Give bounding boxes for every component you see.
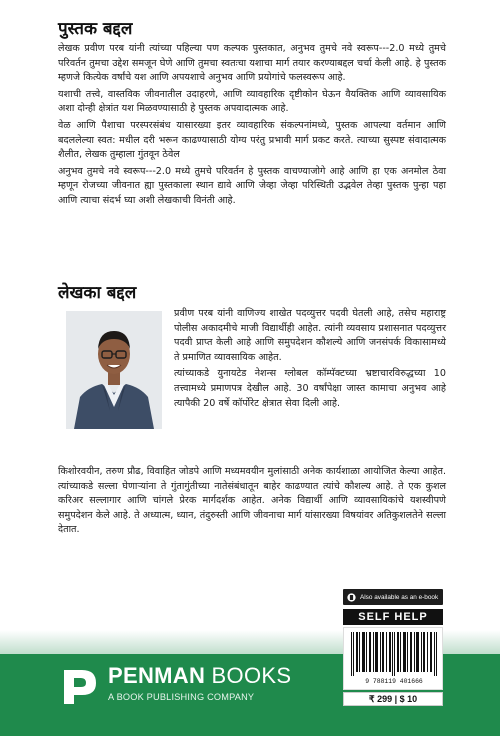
ebook-badge: [343, 589, 443, 605]
author-bio-paragraph: प्रवीण परब यांनी वाणिज्य शाखेत पदव्युत्तर पदवी घेतली आहे, तसेच महाराष्ट्र पोलीस अकादमीचे माजी विद्यार्थीही आहेत. त्यांनी व्यवसाय प्रशासनात पदव्युत्तर पदवी प्राप्त केली आहे आणि समुपदेशन कौशल्ये आणि जनसंपर्क विकासामध्ये ते प्रमाणित व्यावसायिक आहेत.: [174, 308, 446, 363]
author-bio-paragraph: किशोरवयीन, तरुण प्रौढ, विवाहित जोडपे आणि मध्यमवयीन मुलांसाठी अनेक कार्यशाळा आयोजित केल्या आहेत. त्यांच्याकडे सल्ला घेणाऱ्यांना ते गुंतागुंतीच्या नातेसंबंधातून बाहेर काढण्यात त्यांचे कौशल्य आहे. ते एक कुशल करिअर सल्लागार आणि चांगले प्रेरक मार्गदर्शक आहेत. अनेक विद्यार्थी आणि व्यावसायिकांचे यशस्वीपणे समुपदेशन केले आहे. ते अध्यात्म, ध्यान, तंदुरुस्ती आणि जीवनाचा मार्ग यांसारख्या विषयांवर अतिकुशलतेने सल्ला देतात.: [58, 466, 446, 536]
isbn-barcode-box: [343, 627, 443, 690]
author-portrait-icon: [66, 311, 162, 429]
brand-bold: PENMAN: [108, 663, 206, 688]
price-label: ₹ 299 | $ 10: [343, 692, 443, 706]
about-book-paragraph: यशाची तत्त्वे, वास्तविक जीवनातील उदाहरणे, आणि व्यावहारिक दृष्टीकोन घेऊन वैयक्तिक आणि व्यावसायिक अशा दोन्ही क्षेत्रांत यश मिळवण्यासाठी हे पुस्तक अपवादात्मक आहे.: [58, 88, 446, 115]
about-book-paragraph: अनुभव तुमचे नवे स्वरूप---2.0 मध्ये तुमचे परिवर्तन हे पुस्तक वाचण्याजोगे आहे आणि हा एक अनमोल ठेवा म्हणून रोजच्या जीवनात ह्या पुस्तकाला स्थान द्यावे आणि जेव्हा जेव्हा परिस्थिती उद्भवेल तेव्हा पुस्तक पुन्हा पहा आणि त्याचा संदर्भ घ्या अशी लेखकाची विनंती आहे.: [58, 165, 446, 206]
category-label: SELF HELP: [343, 609, 443, 625]
penman-p-logo-icon: [58, 664, 102, 708]
about-book-paragraph: वेळ आणि पैशाचा परस्परसंबंध यासारख्या इतर व्यावहारिक संकल्पनांमध्ये, पुस्तक आपल्या वर्तमान आणि बदललेल्या स्वत: मधील दरी भरून काढण्यासाठी योग्य परंतु प्रभावी मार्ग प्रकट करते. त्याच्या सुस्पष्ट संवादात्मक शैलीत, लेखक तुम्हाला गुंतवून ठेवेल: [58, 119, 446, 161]
about-book-paragraph: लेखक प्रवीण परब यांनी त्यांच्या पहिल्या पण कल्पक पुस्तकात, अनुभव तुमचे नवे स्वरूप---2.0 मध्ये तुमचे परिवर्तन तुमचा उद्देश समजून घेणे आणि तुमचा स्वतःचा यशाचा मार्ग तयार करण्याबद्दल चर्चा केली आहे. हे पुस्तक म्हणजे कित्येक वर्षांचे यश आणि अपयशाचे अनुभव आणि प्रयोगांचे फलस्वरूप आहे.: [58, 43, 446, 84]
ebook-badge-label: Also available as an e-book: [360, 593, 439, 601]
author-bio-paragraph: त्यांच्याकडे युनायटेड नेशन्स ग्लोबल कॉम्पॅक्टच्या भ्रष्टाचारविरुद्धच्या 10 तत्त्वामध्ये प्रमाणपत्र देखील आहे. 30 वर्षांपेक्षा जास्त कामाचा अनुभव आहे त्यापैकी 20 वर्षे कॉर्पोरेट क्षेत्रात सेवा दिली आहे.: [174, 368, 446, 409]
publisher-brand: [108, 663, 291, 689]
publisher-tagline: A BOOK PUBLISHING COMPANY: [108, 692, 255, 702]
barcode-icon: [350, 632, 438, 676]
author-bio-beside-photo: [174, 307, 446, 413]
author-photo: [66, 311, 162, 429]
author-bio-full: [58, 465, 446, 540]
about-author-heading: लेखका बद्दल: [58, 283, 137, 303]
brand-rest: BOOKS: [205, 663, 292, 688]
about-book-heading: पुस्तक बद्दल: [58, 19, 133, 39]
about-book-text: [58, 42, 446, 211]
isbn-digits: 9 788119 401666: [365, 678, 423, 685]
tablet-icon: [347, 593, 356, 602]
